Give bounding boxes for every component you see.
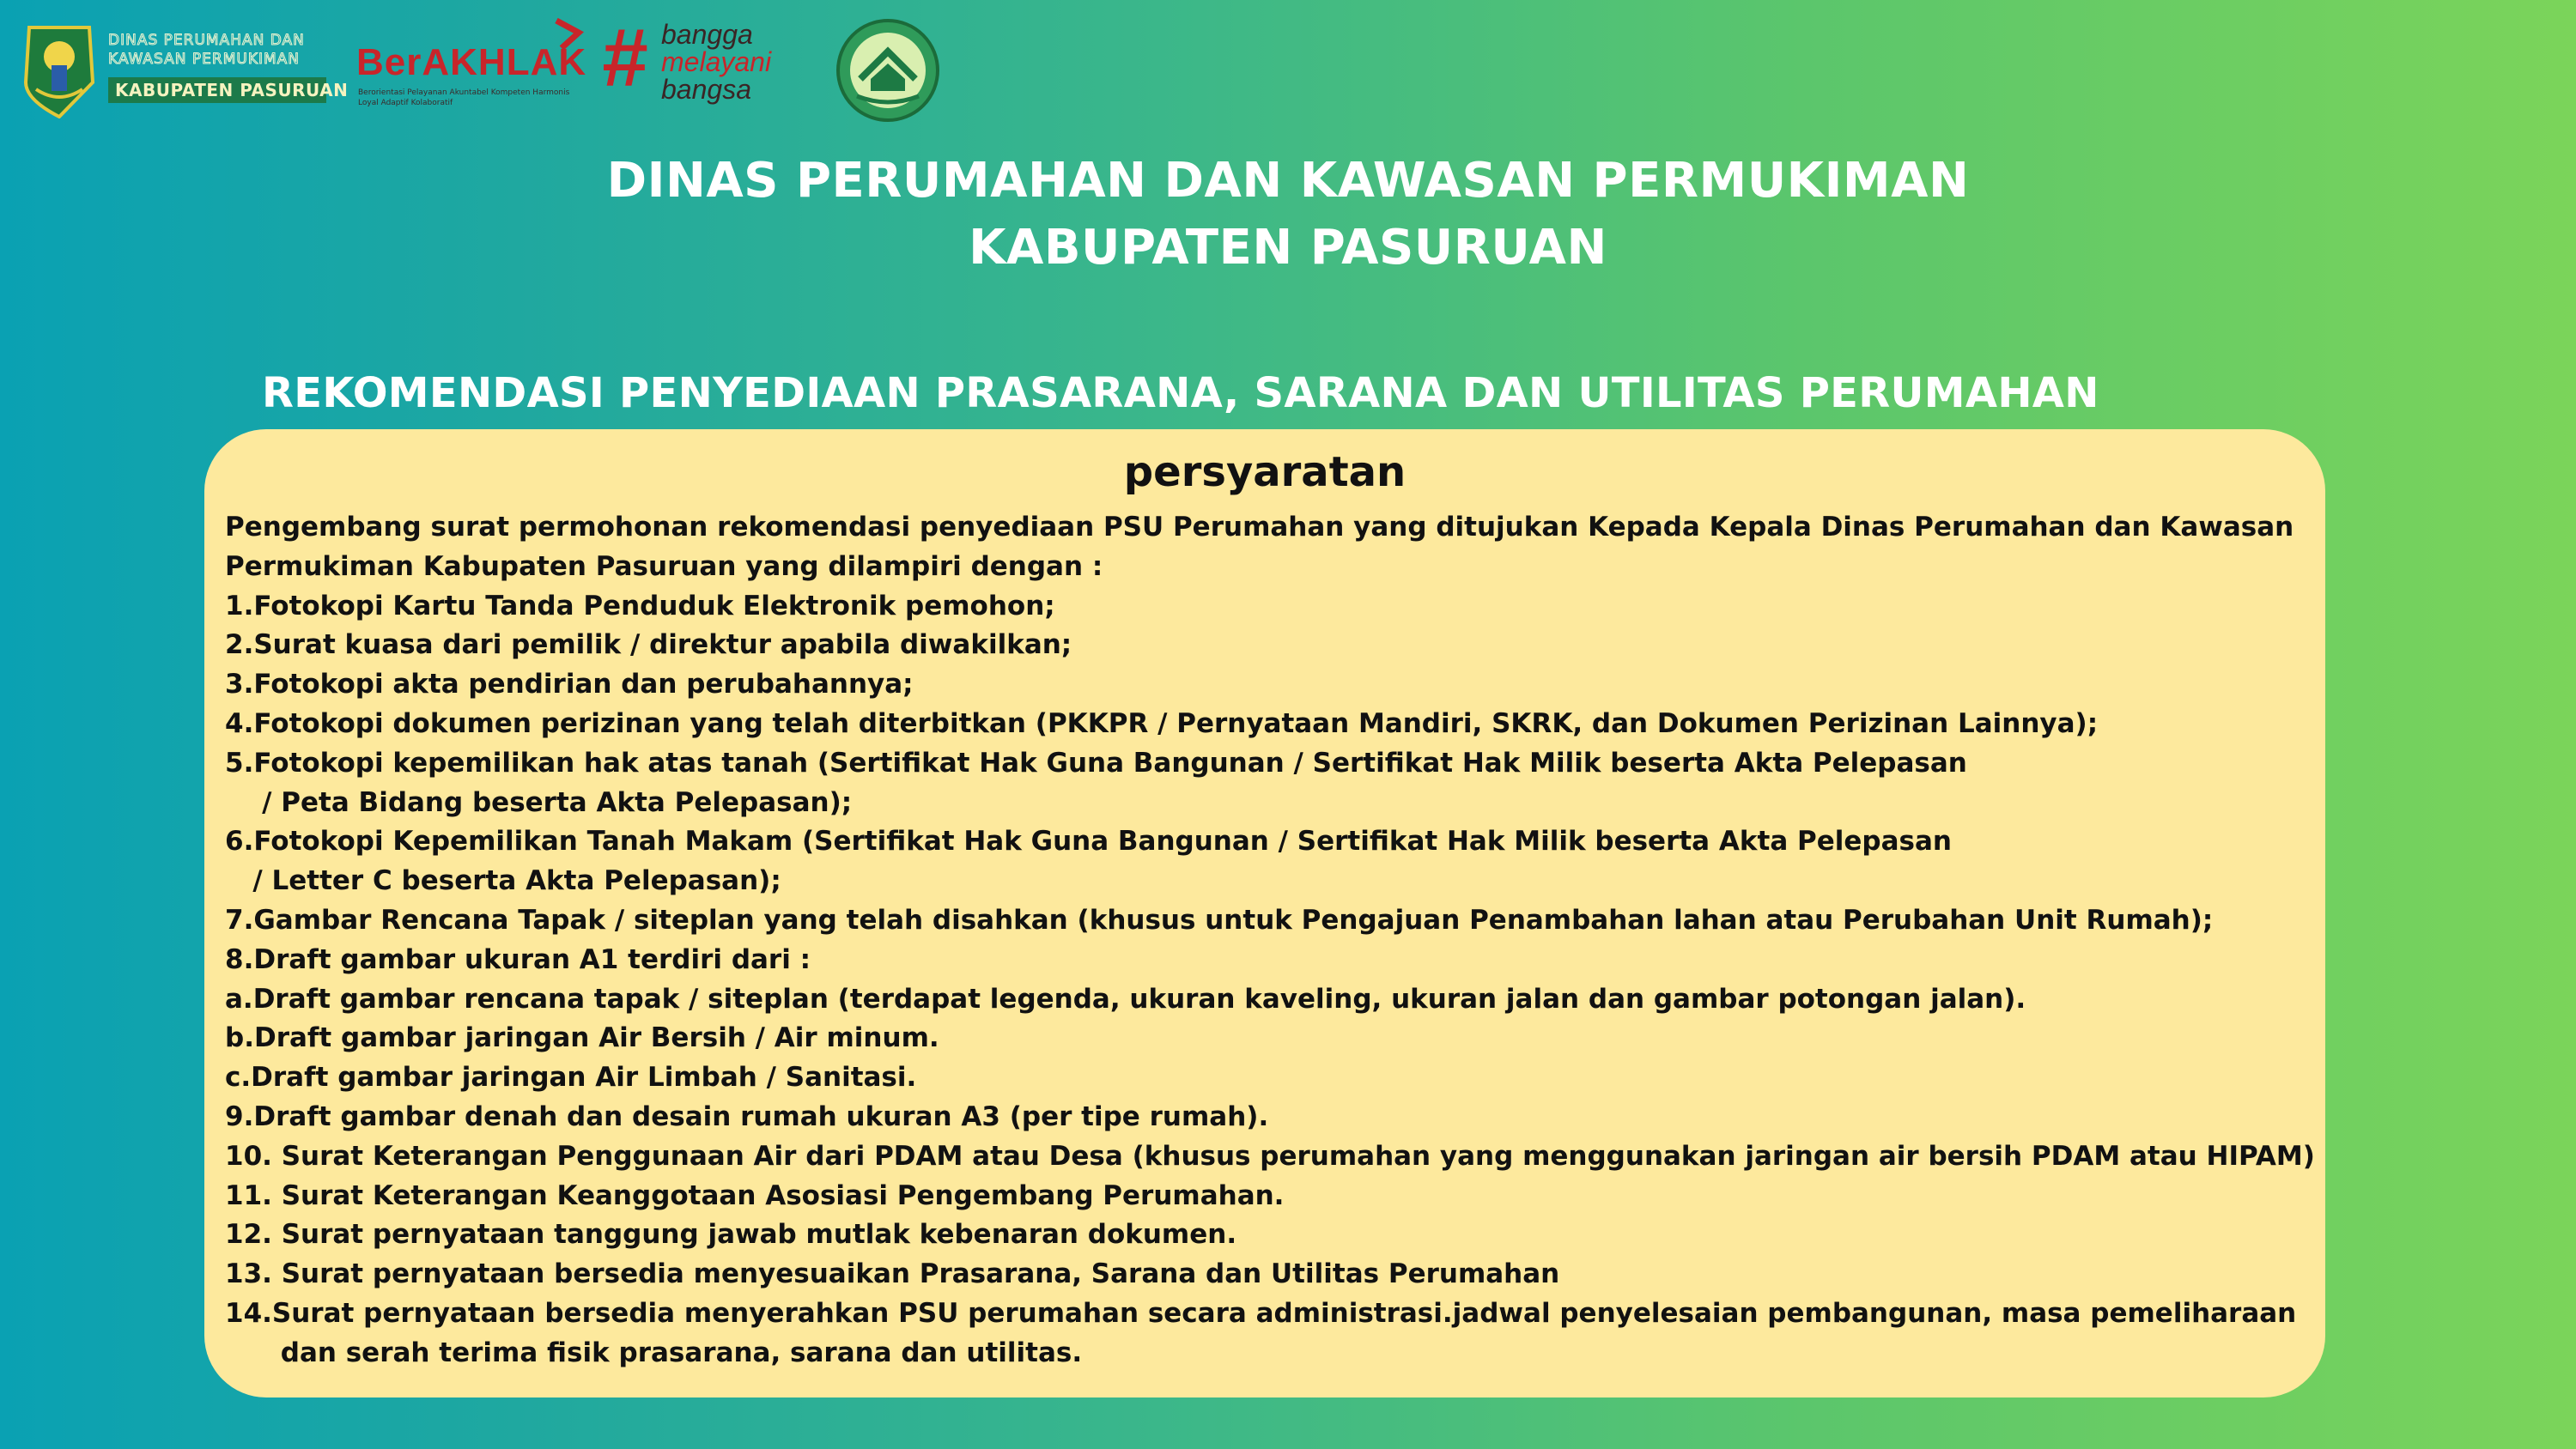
requirement-line: 12. Surat pernyataan tanggung jawab mutlak kebenaran dokumen. [225, 1219, 1237, 1251]
bangsa-word: bangsa [661, 74, 751, 105]
requirement-line: 10. Surat Keterangan Penggunaan Air dari PDAM atau Desa (khusus perumahan yang menggunakan jaringan air bersih PDAM atau HIPAM) [225, 1140, 2315, 1172]
requirement-line: 9.Draft gambar denah dan desain rumah ukuran A3 (per tipe rumah). [225, 1100, 1269, 1132]
requirement-line: / Letter C beserta Akta Pelepasan); [225, 865, 781, 897]
requirement-line: 8.Draft gambar ukuran A1 terdiri dari : [225, 943, 811, 975]
dinas-logo-line: KAWASAN PERMUKIMAN [108, 51, 301, 68]
requirement-line: / Peta Bidang beserta Akta Pelepasan); [225, 786, 853, 818]
requirements-list [225, 508, 2315, 1373]
dinas-logo-text [108, 31, 357, 103]
dinas-logo-line: DINAS PERUMAHAN DAN [108, 32, 305, 49]
requirement-line: 4.Fotokopi dokumen perizinan yang telah diterbitkan (PKKPR / Pernyataan Mandiri, SKRK, dan Dokumen Perizinan Lainnya); [225, 707, 2099, 739]
requirement-line: c.Draft gambar jaringan Air Limbah / Sanitasi. [225, 1062, 917, 1094]
requirement-line: Pengembang surat permohonan rekomendasi penyediaan PSU Perumahan yang ditujukan Kepada Kepala Dinas Perumahan dan Kawasan [225, 512, 2294, 543]
page-title: DINAS PERUMAHAN DAN KAWASAN PERMUKIMAN [606, 153, 1970, 209]
berakhlak-tagline: Berorientasi Pelayanan Akuntabel Kompeten Harmonis Loyal Adaptif Kolaboratif [358, 88, 570, 107]
requirement-line: b.Draft gambar jaringan Air Bersih / Air minum. [225, 1022, 939, 1054]
requirement-line: 14.Surat pernyataan bersedia menyerahkan PSU perumahan secara administrasi.jadwal penyelesaian pembangunan, masa pemeliharaan [225, 1297, 2297, 1329]
section-subtitle: REKOMENDASI PENYEDIAAN PRASARANA, SARANA DAN UTILITAS PERUMAHAN [262, 369, 2099, 417]
requirement-line: 7.Gambar Rencana Tapak / siteplan yang telah disahkan (khusus untuk Pengajuan Penambahan lahan atau Perubahan Unit Rumah); [225, 904, 2214, 936]
melayani-word: melayani [661, 46, 772, 77]
pasuruan-emblem-icon [21, 22, 98, 118]
requirement-line: 6.Fotokopi Kepemilikan Tanah Makam (Sertifikat Hak Guna Bangunan / Sertifikat Hak Milik beserta Akta Pelepasan [225, 826, 1952, 858]
page-title-line-2: KABUPATEN PASURUAN [969, 220, 1607, 276]
bangga-melayani-logo [601, 9, 807, 112]
bangga-word: bangga [661, 19, 753, 50]
requirement-line: 11. Surat Keterangan Keanggotaan Asosiasi Pengembang Perumahan. [225, 1179, 1285, 1211]
housing-round-logo-icon [835, 17, 941, 124]
requirement-line: a.Draft gambar rencana tapak / siteplan (terdapat legenda, ukuran kaveling, ukuran jalan dan gambar potongan jalan). [225, 983, 2026, 1015]
requirement-line: 13. Surat pernyataan bersedia menyesuaikan Prasarana, Sarana dan Utilitas Perumahan [225, 1258, 1560, 1290]
dinas-logo-badge: KABUPATEN PASURUAN [108, 77, 326, 103]
requirement-line: 3.Fotokopi akta pendirian dan perubahannya; [225, 669, 914, 700]
requirement-line: Permukiman Kabupaten Pasuruan yang dilampiri dengan : [225, 550, 1103, 582]
hash-icon: # [601, 12, 647, 104]
requirement-line: 1.Fotokopi Kartu Tanda Penduduk Elektronik pemohon; [225, 590, 1055, 621]
berakhlak-logo [339, 5, 597, 117]
requirement-line: 5.Fotokopi kepemilikan hak atas tanah (Sertifikat Hak Guna Bangunan / Sertifikat Hak Milik beserta Akta Pelepasan [225, 747, 1967, 779]
berakhlak-word: BerAKHLAK [356, 41, 587, 83]
requirements-heading: persyaratan [1123, 448, 1406, 496]
requirement-line: dan serah terima fisik prasarana, sarana dan utilitas. [225, 1337, 1083, 1368]
requirement-line: 2.Surat kuasa dari pemilik / direktur apabila diwakilkan; [225, 629, 1072, 661]
requirements-card [204, 429, 2325, 1397]
